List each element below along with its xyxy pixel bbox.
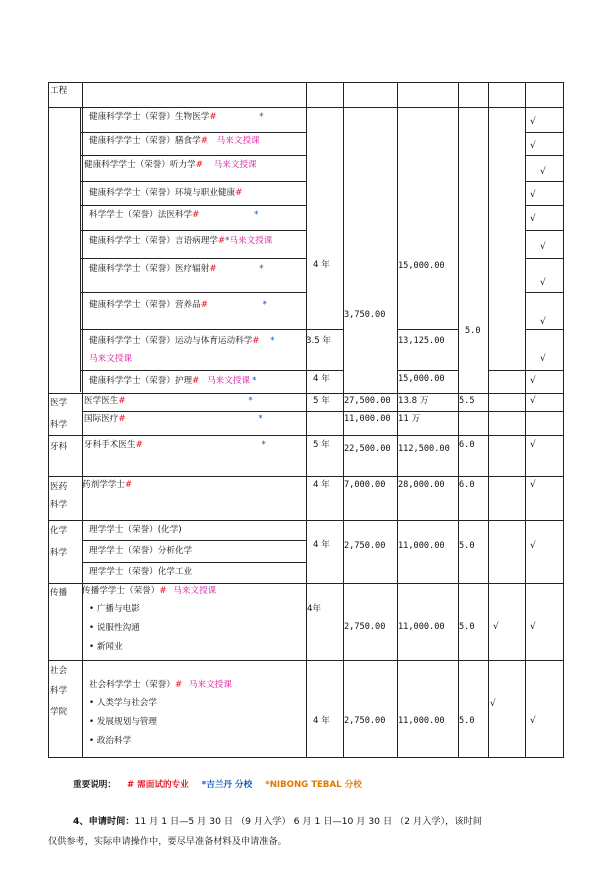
faculty-label: 科学 xyxy=(50,500,68,510)
faculty-label: 学院 xyxy=(50,707,68,717)
program-row: 健康科学学士（荣誉）言语病理学#*马来文授课 xyxy=(89,236,273,246)
ielts-score: 5.0 xyxy=(459,622,475,632)
faculty-label: 牙科 xyxy=(50,442,68,452)
application-label: 4、申请时间： xyxy=(73,816,135,827)
check-mark: √ xyxy=(540,278,546,288)
check-mark: √ xyxy=(530,541,536,551)
faculty-label: 科学 xyxy=(50,420,68,430)
program-row: 理学学士（荣誉）(化学) xyxy=(89,525,182,535)
check-mark: √ xyxy=(540,167,546,177)
annual-fee: 3,750.00 xyxy=(344,310,386,320)
check-mark: √ xyxy=(530,117,536,127)
check-mark: √ xyxy=(530,376,536,386)
legend xyxy=(73,780,362,791)
check-mark: √ xyxy=(530,440,536,450)
program-row: 牙科手术医生# * xyxy=(84,440,266,450)
program-row: 理学学士（荣誉）分析化学 xyxy=(89,546,193,556)
total-fee: 11 万 xyxy=(398,414,421,424)
program-row: 传播学学士（荣誉）# 马来文授课 xyxy=(82,586,217,596)
check-mark: √ xyxy=(530,622,536,632)
duration: 4 年 xyxy=(313,260,330,270)
program-row: 健康科学学士（荣誉）环境与职业健康# xyxy=(89,188,243,198)
program-row: 健康科学学士（荣誉）听力学# 马来文授课 xyxy=(84,160,257,170)
annual-fee: 22,500.00 xyxy=(344,444,391,454)
list-item: • 人类学与社会学 xyxy=(89,698,157,708)
faculty-label: 社会 xyxy=(50,666,68,676)
check-mark: √ xyxy=(490,699,496,709)
ielts-score: 5.0 xyxy=(459,541,475,551)
legend-star-orange: *NIBONG TEBAL 分校 xyxy=(265,780,362,790)
program-row: 健康科学学士（荣誉）医疗辐射# * xyxy=(89,264,264,274)
faculty-engineering: 工程 xyxy=(50,86,68,96)
list-item: • 说服性沟通 xyxy=(89,623,140,633)
program-row: 健康科学学士（荣誉）营养品# * xyxy=(89,300,267,310)
check-mark: √ xyxy=(530,141,536,151)
program-row: 健康科学学士（荣誉）膳食学# 马来文授课 xyxy=(89,136,260,146)
program-row: 药剂学学士# xyxy=(82,480,133,490)
ielts-score: 5.0 xyxy=(459,716,475,726)
faculty-label: 科学 xyxy=(50,686,68,696)
total-fee: 11,000.00 xyxy=(398,622,445,632)
check-mark: √ xyxy=(540,317,546,327)
check-mark: √ xyxy=(530,480,536,490)
program-row-note: 马来文授课 xyxy=(89,354,132,364)
check-mark: √ xyxy=(493,622,499,632)
list-item: • 广播与电影 xyxy=(89,604,140,614)
total-fee: 11,000.00 xyxy=(398,541,445,551)
total-fee: 15,000.00 xyxy=(398,261,445,271)
annual-fee: 2,750.00 xyxy=(344,622,386,632)
annual-fee: 2,750.00 xyxy=(344,541,386,551)
legend-hash: # 需面试的专业 xyxy=(126,780,189,790)
ielts-score: 6.0 xyxy=(459,440,475,450)
total-fee: 13.8 万 xyxy=(398,396,429,406)
duration: 4 年 xyxy=(313,540,330,550)
duration: 4 年 xyxy=(313,716,330,726)
duration: 4年 xyxy=(307,604,322,614)
program-row: 健康科学学士（荣誉）运动与体育运动科学# * xyxy=(89,336,275,346)
list-item: • 新闻业 xyxy=(89,642,123,652)
faculty-label: 医学 xyxy=(50,398,68,408)
legend-star-blue: *吉兰丹 分校 xyxy=(201,780,253,790)
check-mark: √ xyxy=(540,242,546,252)
ielts-score: 5.5 xyxy=(459,396,475,406)
program-row: 健康科学学士（荣誉）护理# 马来文授课 * xyxy=(89,376,257,386)
ielts-score: 5.0 xyxy=(465,326,481,336)
check-mark: √ xyxy=(530,190,536,200)
duration: 3.5 年 xyxy=(306,336,331,346)
application-line-2: 仅供参考，实际申请操作中，要尽早准备材料及申请准备。 xyxy=(48,836,287,847)
total-fee: 13,125.00 xyxy=(398,336,445,346)
total-fee: 112,500.00 xyxy=(398,444,450,454)
annual-fee: 7,000.00 xyxy=(344,480,386,490)
duration: 5 年 xyxy=(313,396,330,406)
list-item: • 发展规划与管理 xyxy=(89,717,157,727)
program-row: 科学学士（荣誉）法医科学# * xyxy=(89,210,259,220)
faculty-label: 化学 xyxy=(50,526,68,536)
annual-fee: 2,750.00 xyxy=(344,716,386,726)
total-fee: 28,000.00 xyxy=(398,480,445,490)
check-mark: √ xyxy=(530,716,536,726)
program-row: 理学学士（荣誉）化学工业 xyxy=(89,567,193,577)
check-mark: √ xyxy=(530,214,536,224)
total-fee: 15,000.00 xyxy=(398,374,445,384)
duration: 5 年 xyxy=(313,440,330,450)
legend-label: 重要说明： xyxy=(73,780,116,790)
duration: 4 年 xyxy=(313,480,330,490)
annual-fee: 11,000.00 xyxy=(344,414,391,424)
program-row: 社会科学学士（荣誉）# 马来文授课 xyxy=(89,680,232,690)
program-row: 医学医生# * xyxy=(84,396,253,406)
duration: 4 年 xyxy=(313,374,330,384)
program-row: 国际医疗# * xyxy=(84,414,263,424)
annual-fee: 27,500.00 xyxy=(344,396,391,406)
faculty-label: 科学 xyxy=(50,548,68,558)
faculty-label: 医药 xyxy=(50,482,68,492)
application-line-1: 4、申请时间：11 月 1 日—5 月 30 日 （9 月入学） 6 月 1 日—10 月 30 日 （2 月入学），该时间 xyxy=(73,816,482,827)
total-fee: 11,000.00 xyxy=(398,716,445,726)
ielts-score: 6.0 xyxy=(459,480,475,490)
faculty-label: 传播 xyxy=(50,588,68,598)
check-mark: √ xyxy=(540,354,546,364)
program-row: 健康科学学士（荣誉）生物医学# * xyxy=(89,112,264,122)
list-item: • 政治科学 xyxy=(89,736,132,746)
check-mark: √ xyxy=(530,396,536,406)
